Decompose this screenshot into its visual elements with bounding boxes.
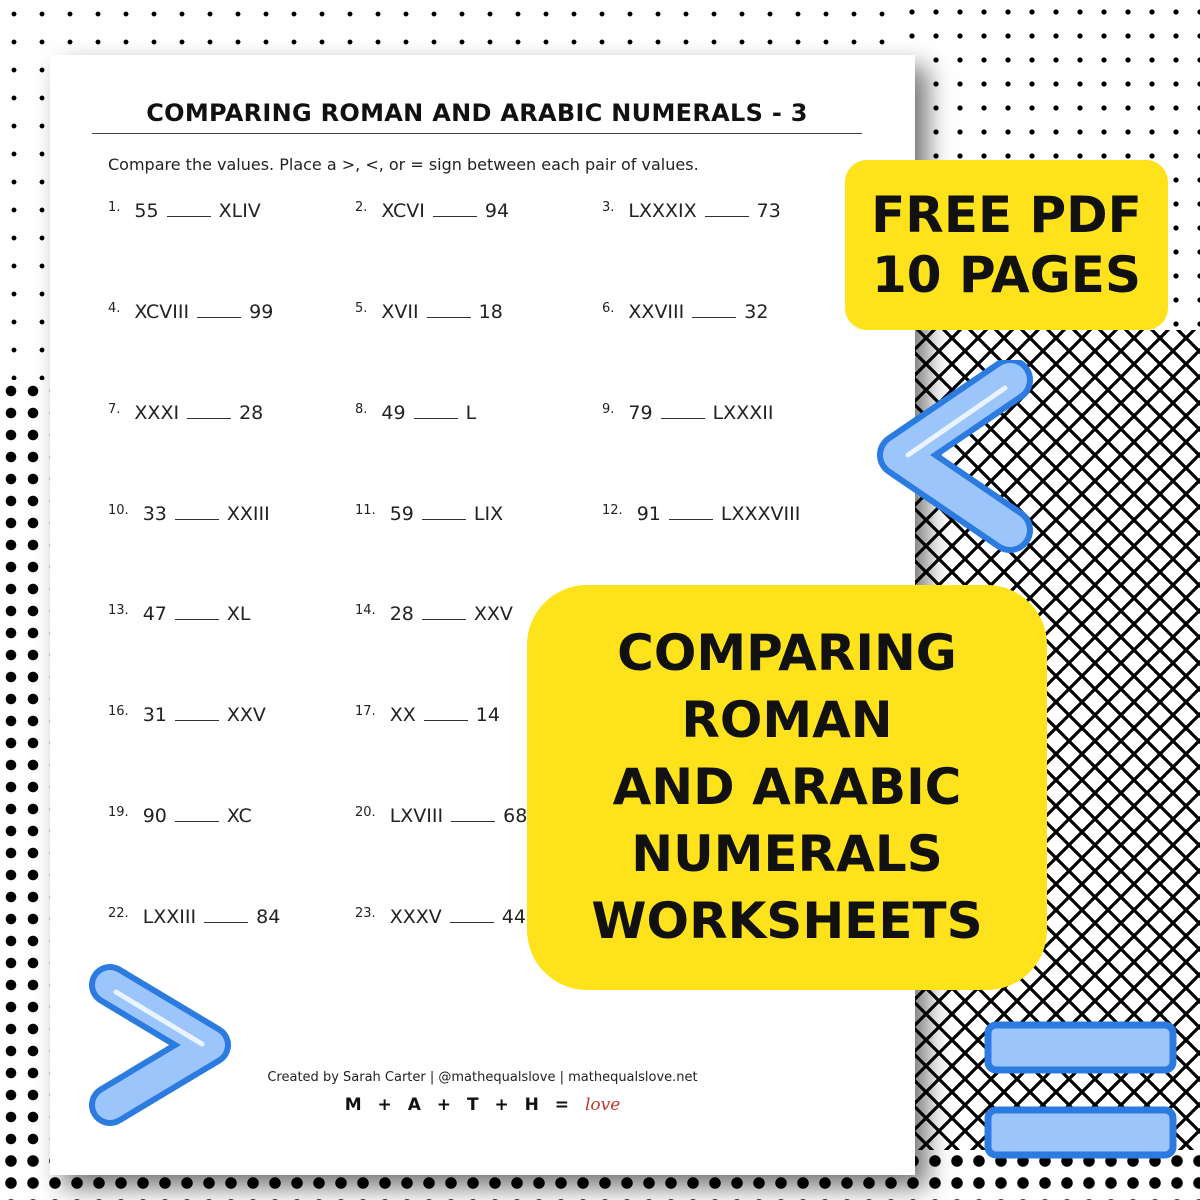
answer-blank[interactable] [422, 605, 466, 620]
problem-right-value: 18 [478, 301, 503, 323]
worksheet-title: COMPARING ROMAN AND ARABIC NUMERALS - 3 [146, 99, 808, 127]
problem-right-value: XC [226, 805, 252, 827]
problem-number: 5. [355, 301, 368, 316]
main-title-line-5: WORKSHEETS [591, 892, 983, 950]
problem-number: 3. [602, 200, 615, 215]
problem-item [355, 301, 503, 323]
problem-number: 7. [108, 402, 121, 417]
free-pdf-line-2: 10 PAGES [872, 246, 1141, 304]
problem-right-value: 14 [475, 704, 500, 726]
problem-left-value: XCVIII [134, 301, 190, 323]
problem-item [355, 503, 503, 525]
problem-number: 16. [108, 704, 129, 719]
problem-item [108, 200, 261, 222]
answer-blank[interactable] [175, 605, 219, 620]
problem-item [108, 301, 273, 323]
answer-blank[interactable] [422, 505, 466, 520]
logo-text: M + A + T + H = [344, 1095, 575, 1115]
problem-number: 11. [355, 503, 376, 518]
main-title-badge [527, 585, 1047, 990]
free-pdf-line-1: FREE PDF [871, 186, 1142, 244]
answer-blank[interactable] [692, 303, 736, 318]
main-title-line-4: NUMERALS [631, 825, 943, 883]
problem-left-value: LXXXIX [628, 200, 697, 222]
problem-right-value: 32 [744, 301, 769, 323]
problem-number: 14. [355, 603, 376, 618]
answer-blank[interactable] [669, 505, 713, 520]
problem-left-value: XXXI [134, 402, 180, 424]
problem-left-value: XX [389, 704, 416, 726]
problem-number: 10. [108, 503, 129, 518]
answer-blank[interactable] [167, 202, 211, 217]
problem-item [355, 200, 509, 222]
answer-blank[interactable] [451, 807, 495, 822]
problem-number: 9. [602, 402, 615, 417]
problem-item [108, 503, 270, 525]
problem-number: 2. [355, 200, 368, 215]
answer-blank[interactable] [433, 202, 477, 217]
problem-right-value: XXV [226, 704, 266, 726]
problem-item [355, 906, 526, 928]
answer-blank[interactable] [197, 303, 241, 318]
problem-number: 12. [602, 503, 623, 518]
problem-left-value: XXXV [389, 906, 442, 928]
answer-blank[interactable] [661, 404, 705, 419]
problem-right-value: XL [226, 603, 251, 625]
problem-left-value: 79 [628, 402, 653, 424]
main-title-line-3: AND ARABIC [612, 758, 962, 816]
problem-right-value: XLIV [218, 200, 261, 222]
problem-item [602, 200, 781, 222]
answer-blank[interactable] [204, 908, 248, 923]
problem-right-value: XXV [473, 603, 513, 625]
free-pdf-badge [845, 160, 1168, 330]
problem-item [602, 301, 768, 323]
problem-left-value: 28 [389, 603, 414, 625]
problem-right-value: 94 [484, 200, 510, 222]
problem-left-value: 33 [142, 503, 167, 525]
problem-right-value: 73 [756, 200, 781, 222]
problem-number: 20. [355, 805, 376, 820]
problem-item [108, 906, 280, 928]
problem-left-value: XXVIII [628, 301, 685, 323]
problem-item [108, 603, 250, 625]
problem-right-value: 84 [256, 906, 281, 928]
equals-icon [980, 1015, 1180, 1165]
problem-right-value: LXXXVIII [720, 503, 801, 525]
answer-blank[interactable] [450, 908, 494, 923]
problem-left-value: 47 [142, 603, 167, 625]
problem-number: 23. [355, 906, 376, 921]
problem-left-value: XVII [381, 301, 419, 323]
problem-item [355, 805, 527, 827]
problem-left-value: 90 [142, 805, 167, 827]
problem-left-value: 49 [381, 402, 406, 424]
problem-left-value: XCVI [381, 200, 425, 222]
problem-item [108, 704, 266, 726]
problem-number: 8. [355, 402, 368, 417]
title-divider [92, 133, 862, 134]
problem-number: 19. [108, 805, 129, 820]
problem-right-value: 44 [501, 906, 526, 928]
problem-item [602, 503, 800, 525]
worksheet-instructions: Compare the values. Place a >, <, or = sign between each pair of values. [108, 155, 699, 174]
problem-left-value: LXXIII [142, 906, 197, 928]
problem-right-value: L [465, 402, 477, 424]
greater-than-icon [80, 960, 250, 1130]
less-than-icon [860, 360, 1060, 560]
answer-blank[interactable] [187, 404, 231, 419]
footer-credit: Created by Sarah Carter | @mathequalslove | mathequalslove.net [267, 1070, 698, 1085]
problem-number: 1. [108, 200, 121, 215]
problem-item [355, 603, 513, 625]
main-title-line-1: COMPARING [617, 624, 957, 682]
answer-blank[interactable] [705, 202, 749, 217]
problem-number: 22. [108, 906, 129, 921]
problem-left-value: 55 [134, 200, 159, 222]
problem-right-value: 99 [249, 301, 274, 323]
answer-blank[interactable] [427, 303, 471, 318]
answer-blank[interactable] [414, 404, 458, 419]
problem-item [355, 704, 500, 726]
problem-item [108, 805, 252, 827]
answer-blank[interactable] [175, 706, 219, 721]
problem-left-value: LXVIII [389, 805, 444, 827]
answer-blank[interactable] [175, 505, 219, 520]
problem-item [108, 402, 263, 424]
problem-right-value: 28 [239, 402, 264, 424]
problem-item [355, 402, 476, 424]
answer-blank[interactable] [175, 807, 219, 822]
problem-number: 6. [602, 301, 615, 316]
problem-number: 4. [108, 301, 121, 316]
problem-item [602, 402, 773, 424]
problem-right-value: LIX [473, 503, 504, 525]
problem-right-value: 68 [503, 805, 528, 827]
main-title-line-2: ROMAN [681, 691, 893, 749]
problem-left-value: 59 [389, 503, 414, 525]
answer-blank[interactable] [424, 706, 468, 721]
problem-number: 13. [108, 603, 129, 618]
problem-number: 17. [355, 704, 376, 719]
problem-left-value: 31 [142, 704, 167, 726]
problem-right-value: LXXXII [712, 402, 774, 424]
logo-love: love [584, 1095, 621, 1115]
problem-left-value: 91 [636, 503, 661, 525]
problem-right-value: XXIII [226, 503, 270, 525]
